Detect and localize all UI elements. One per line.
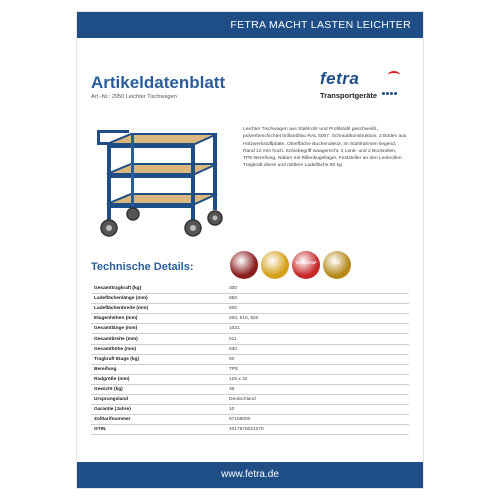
table-row (91, 415, 409, 425)
quality-badge-icon (230, 251, 258, 279)
tischwagen-icon (95, 122, 235, 242)
brand-subtitle: Transportgeräte (320, 91, 378, 100)
product-image (95, 122, 235, 242)
table-row (91, 374, 409, 384)
footer-url[interactable]: www.fetra.de (221, 469, 279, 480)
years-guarantee-badge-icon (261, 251, 289, 279)
datasheet-page (77, 12, 423, 488)
spec-value: 4017976021270 (226, 425, 409, 435)
spec-key: Etagenhöhen (mm) (91, 314, 226, 324)
spec-key: Ladeflächenbreite (mm) (91, 304, 226, 314)
spec-value: 36 (226, 384, 409, 394)
fix-badge-icon (323, 251, 351, 279)
table-row (91, 344, 409, 354)
spec-key: Gesamttragkraft (kg) (91, 284, 226, 294)
table-row (91, 334, 409, 344)
table-row (91, 384, 409, 394)
spec-key: Ursprungsland (91, 395, 226, 405)
table-row (91, 324, 409, 334)
spec-table (91, 284, 409, 435)
table-row (91, 425, 409, 435)
logo-swoosh-icon (388, 71, 400, 79)
spec-value: 850 (226, 294, 409, 304)
spec-value: 830 (226, 344, 409, 354)
badge-label: TOTALSTOP (295, 261, 317, 265)
header-slogan: FETRA MACHT LASTEN LEICHTER (230, 19, 411, 31)
spec-key: Tragkraft Etage (kg) (91, 354, 226, 364)
spec-value: 87168000 (226, 415, 409, 425)
brand-name: fetra (320, 69, 360, 88)
article-number: Art.-Nr.: 2950 Leichter Tischwagen (91, 94, 177, 100)
spec-key: GTIN (91, 425, 226, 435)
spec-key: Gesamthöhe (mm) (91, 344, 226, 354)
spec-key: Gewicht (kg) (91, 384, 226, 394)
badge-label: FIX (334, 261, 340, 265)
table-row (91, 405, 409, 415)
table-row (91, 354, 409, 364)
page-title: Artikeldatenblatt (91, 73, 226, 92)
table-row (91, 304, 409, 314)
spec-key: Bereifung (91, 364, 226, 374)
product-description: Leichter Tischwagen aus Stahlrohr und Profilstahl geschweißt, pulverbeschichtet brillantblau RAL 5007. Schraubkonstruktion, 3 Böden aus Holzwerkstoffplatte, Oberfläche Buchendekor, im Stahlrahmen liegend, Rand 12 mm hoch. Schiebegriff waagerecht. 2 Lenk- und 2 Bockrollen, TPE-Bereifung, Naben mit Rillenkugellager, Feststeller an den Lenkrollen. Tragkraft obere und mittlere Ladefläche 80 kg. (243, 127, 407, 169)
spec-value: 10 (226, 405, 409, 415)
table-row (91, 395, 409, 405)
spec-key: Gesamtbreite (mm) (91, 334, 226, 344)
spec-value: 200, 510, 820 (226, 314, 409, 324)
spec-value: 300 (226, 284, 409, 294)
table-row (91, 284, 409, 294)
technical-details-heading: Technische Details: (91, 261, 194, 273)
spec-value: TPE (226, 364, 409, 374)
table-row (91, 364, 409, 374)
spec-value: 80 (226, 354, 409, 364)
spec-key: Zolltarifnummer (91, 415, 226, 425)
table-row (91, 294, 409, 304)
spec-key: Garantie (Jahre) (91, 405, 226, 415)
spec-key: Gesamtlänge (mm) (91, 324, 226, 334)
spec-value: Deutschland (226, 395, 409, 405)
badge-row (230, 251, 355, 279)
spec-value: 511 (226, 334, 409, 344)
table-row (91, 314, 409, 324)
spec-value: 1021 (226, 324, 409, 334)
header-bar (77, 12, 423, 38)
logo-dots-icon (382, 82, 398, 100)
spec-value: 500 (226, 304, 409, 314)
footer-bar (77, 462, 423, 488)
spec-key: Radgröße (mm) (91, 374, 226, 384)
total-stop-badge-icon (292, 251, 320, 279)
spec-key: Ladeflächenlänge (mm) (91, 294, 226, 304)
spec-value: 125 x 32 (226, 374, 409, 384)
fetra-logo (320, 69, 405, 109)
